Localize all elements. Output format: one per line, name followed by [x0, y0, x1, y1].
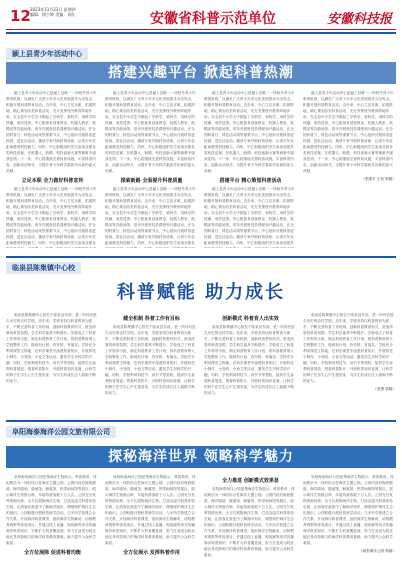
article-1-text-3: 颍上县青少年活动中心是颍上县唯一一所校外青少年教育机构，以满足广大青少年多元化发展需求为出发点，积极开展科普教育活动。近年来，中心立足本职，拓展阵地，精心策划各类科普活动，充分发挥校外教育阵地作用，在全县中小学生中掀起了学科学、爱科学、用科学的热潮，成效显著。中心配备有创客教室、机器人教室、航模室等功能场馆，常年开展科技类课程和兴趣活动。在全国科普日、科技活动周等重要节点，中心组织开展科普进校园、进社区活动，邀请专家开展科普讲座，让青少年近距离感受科技魅力。同时，中心积极组织学生参加各级各类科技竞赛，在机器人、航模、科技创新大赛等赛事中屡获佳绩。下一步，中心将继续完善科普设施，丰富科普内容，创新活动形式，为提升青少年科学素质作出新的更大贡献。	[105, 91, 196, 173]
article-3-title: 探秘海洋世界 领略科学魅力	[6, 446, 396, 468]
article-1-subhead-3: 搭建平台 精心策划科普活动	[219, 178, 282, 184]
date-line	[30, 7, 110, 17]
article-1-title: 搭建兴趣平台 掀起科普热潮	[6, 62, 396, 84]
article-1-signature: （张继平 王松 供稿）	[361, 177, 396, 181]
section-title: 安徽省科普示范单位	[150, 11, 276, 27]
article-2-text-1: 临泉县陈集镇中心校位于临泉县东部，是一所具有悠久历史的农村学校。近年来，学校坚持以科普教育为抓手，不断完善科普工作机制，创新科普教育形式，营造浓厚的科普氛围，学生科学素养不断提升。学校成立了科普工作领导小组，制定科普教育工作计划，将科普教育纳入学校整体工作，做到有计划、有安排、有落实。学校充分利用课堂主阵地，在科学课堂中渗透科普知识，开展科技小制作、小发明、小论文等活动，激发学生对科学的兴趣。同时，学校利用科技节、读书节等契机，组织学生参观科普展览，观看科普影片，开展科普知识竞赛，让科学的种子在学生心中生根发芽，为学生的成长注入源源不断的动力。	[6, 313, 97, 383]
article-2-body	[6, 312, 396, 416]
article-1-text-1: 颍上县青少年活动中心是颍上县唯一一所校外青少年教育机构，以满足广大青少年多元化发展需求为出发点，积极开展科普教育活动。近年来，中心立足本职，拓展阵地，精心策划各类科普活动，充分发挥校外教育阵地作用，在全县中小学生中掀起了学科学、爱科学、用科学的热潮，成效显著。中心配备有创客教室、机器人教室、航模室等功能场馆，常年开展科技类课程和兴趣活动。在全国科普日、科技活动周等重要节点，中心组织开展科普进校园、进社区活动，邀请专家开展科普讲座，让青少年近距离感受科技魅力。同时，中心积极组织学生参加各级各类科技竞赛，在机器人、航模、科技创新大赛等赛事中屡获佳绩。下一步，中心将继续完善科普设施，丰富科普内容，创新活动形式，为提升青少年科学素质作出新的更大贡献。	[6, 91, 97, 173]
article-1-tag: 颍上县青少年活动中心	[6, 48, 88, 60]
article-2-text-2: 临泉县陈集镇中心校位于临泉县东部，是一所具有悠久历史的农村学校。近年来，学校坚持以科普教育为抓手，不断完善科普工作机制，创新科普教育形式，营造浓厚的科普氛围，学生科学素养不断提升。学校成立了科普工作领导小组，制定科普教育工作计划，将科普教育纳入学校整体工作，做到有计划、有安排、有落实。学校充分利用课堂主阵地，在科学课堂中渗透科普知识，开展科技小制作、小发明、小论文等活动，激发学生对科学的兴趣。同时，学校利用科技节、读书节等契机，组织学生参观科普展览，观看科普影片，开展科普知识竞赛，让科学的种子在学生心中生根发芽，为学生的成长注入源源不断的动力。	[105, 325, 196, 395]
article-2-tag: 临泉县陈集镇中心校	[6, 262, 81, 274]
article-2-signature: （高勇 供稿）	[373, 387, 396, 391]
article-3-signature: （海泰海洋公园 供稿）	[358, 549, 396, 553]
section-rule	[6, 32, 396, 34]
issue-date: 2023年11月23日 星期四	[30, 7, 76, 12]
article-1-subhead-1: 立足本职 全力做好科普宣传	[21, 178, 84, 184]
article-2-subhead-2: 创新模式 科普育人出实效	[222, 316, 279, 322]
article-1-body	[6, 90, 396, 248]
article-2-text-3: 临泉县陈集镇中心校位于临泉县东部，是一所具有悠久历史的农村学校。近年来，学校坚持以科普教育为抓手，不断完善科普工作机制，创新科普教育形式，营造浓厚的科普氛围，学生科学素养不断提升。学校成立了科普工作领导小组，制定科普教育工作计划，将科普教育纳入学校整体工作，做到有计划、有安排、有落实。学校充分利用课堂主阵地，在科学课堂中渗透科普知识，开展科技小制作、小发明、小论文等活动，激发学生对科学的兴趣。同时，学校利用科技节、读书节等契机，组织学生参观科普展览，观看科普影片，开展科普知识竞赛，让科学的种子在学生心中生根发芽，为学生的成长注入源源不断的动力。	[204, 325, 295, 395]
newspaper-logo: 安徽科技报	[326, 12, 392, 27]
article-1-text-5: 颍上县青少年活动中心是颍上县唯一一所校外青少年教育机构，以满足广大青少年多元化发展需求为出发点，积极开展科普教育活动。近年来，中心立足本职，拓展阵地，精心策划各类科普活动，充分发挥校外教育阵地作用，在全县中小学生中掀起了学科学、爱科学、用科学的热潮，成效显著。中心配备有创客教室、机器人教室、航模室等功能场馆，常年开展科技类课程和兴趣活动。在全国科普日、科技活动周等重要节点，中心组织开展科普进校园、进社区活动，邀请专家开展科普讲座，让青少年近距离感受科技魅力。同时，中心积极组织学生参加各级各类科技竞赛，在机器人、航模、科技创新大赛等赛事中屡获佳绩。下一步，中心将继续完善科普设施，丰富科普内容，创新活动形式，为提升青少年科学素质作出新的更大贡献。	[204, 91, 295, 173]
article-1-subhead-2: 探索新路 全面提升科普质量	[120, 178, 183, 184]
article-3-text-3: 阜阳海泰海洋公园是集海洋生物展示、科普教育、休闲娱乐为一体的综合性海洋主题公园。公园内设有海底隧道、海洋剧场、极地馆、鲸鲨馆、热带雨林馆等展区，展示海洋生物数百种，年接待游客数十万人次。公园充分发挥资源优势，全方位展陈海洋生物，打造沉浸式科普体验空间，让游客在游览中了解海洋知识，增强保护海洋生态的意识。公园积极开展科普研学活动，与多所学校建立合作关系，开设海洋科普课堂，组织海洋生物解说、动物喂养观察等体验项目，并通过线上直播、短视频等形式传播海洋科普知识，不断扩大科普覆盖面，努力打造成为皖北地区具有影响力的海洋科普教育基地，助力提升公众科学素质。	[204, 487, 295, 557]
editor-credit: 编辑：徐小婷 美编：刘红	[30, 12, 76, 17]
article-3-subhead-2: 全方位展示 发挥科普作用	[123, 550, 180, 556]
section-rule	[6, 256, 396, 258]
page-number: 12	[10, 7, 31, 25]
article-3-body	[6, 474, 396, 572]
article-1-text-6: 颍上县青少年活动中心是颍上县唯一一所校外青少年教育机构，以满足广大青少年多元化发展需求为出发点，积极开展科普教育活动。近年来，中心立足本职，拓展阵地，精心策划各类科普活动，充分发挥校外教育阵地作用，在全县中小学生中掀起了学科学、爱科学、用科学的热潮，成效显著。中心配备有创客教室、机器人教室、航模室等功能场馆，常年开展科技类课程和兴趣活动。在全国科普日、科技活动周等重要节点，中心组织开展科普进校园、进社区活动，邀请专家开展科普讲座，让青少年近距离感受科技魅力。同时，中心积极组织学生参加各级各	[204, 187, 295, 245]
article-1-text-7: 颍上县青少年活动中心是颍上县唯一一所校外青少年教育机构，以满足广大青少年多元化发展需求为出发点，积极开展科普教育活动。近年来，中心立足本职，拓展阵地，精心策划各类科普活动，充分发挥校外教育阵地作用，在全县中小学生中掀起了学科学、爱科学、用科学的热潮，成效显著。中心配备有创客教室、机器人教室、航模室等功能场馆，常年开展科技类课程和兴趣活动。在全国科普日、科技活动周等重要节点，中心组织开展科普进校园、进社区活动，邀请专家开展科普讲座，让青少年近距离感受科技魅力。同时，中心积极组织学生参加各级各类科技竞赛，在机器人、航模、科技创新大赛等赛事中屡获佳绩。下一步，中心将继续完善科普设施，丰富科普内容，创新活动形式，为提升青少年科学素质作出新的更大贡献。	[303, 91, 394, 173]
masthead	[6, 2, 396, 30]
article-3-text-4: 阜阳海泰海洋公园是集海洋生物展示、科普教育、休闲娱乐为一体的综合性海洋主题公园。公园内设有海底隧道、海洋剧场、极地馆、鲸鲨馆、热带雨林馆等展区，展示海洋生物数百种，年接待游客数十万人次。公园充分发挥资源优势，全方位展陈海洋生物，打造沉浸式科普体验空间，让游客在游览中了解海洋知识，增强保护海洋生态的意识。公园积极开展科普研学活动，与多所学校建立合作关系，开设海洋科普课堂，组织海洋生物解说、动物喂养观察等体验项目，并通过线上直播、短视频等形式传播海洋科普知识，不断扩大科普覆盖面，努力打造成为皖北地区具有影响力的海洋科普教育基地，助力提升公众科学素质。	[303, 475, 394, 545]
article-3-tag: 阜阳海泰海洋公园文旅有限公司	[6, 426, 116, 438]
article-2-title: 科普赋能 助力成长	[116, 282, 286, 303]
article-3-subhead-1: 全方位展陈 促进科普均衡	[24, 550, 81, 556]
section-rule	[6, 420, 396, 422]
article-3-subhead-3: 全力推进 创新模式效果显	[222, 478, 279, 484]
article-3-text-1: 阜阳海泰海洋公园是集海洋生物展示、科普教育、休闲娱乐为一体的综合性海洋主题公园。公园内设有海底隧道、海洋剧场、极地馆、鲸鲨馆、热带雨林馆等展区，展示海洋生物数百种，年接待游客数十万人次。公园充分发挥资源优势，全方位展陈海洋生物，打造沉浸式科普体验空间，让游客在游览中了解海洋知识，增强保护海洋生态的意识。公园积极开展科普研学活动，与多所学校建立合作关系，开设海洋科普课堂，组织海洋生物解说、动物喂养观察等体验项目，并通过线上直播、短视频等形式传播海洋科普知识，不断扩大科普覆盖面，努力打造成为皖北地区具有影响力的海洋科普教育基地，助力提升公众科学素质。	[6, 475, 97, 545]
article-2-subhead-1: 健全机制 科普工作有目标	[123, 316, 180, 322]
article-1-text-4: 颍上县青少年活动中心是颍上县唯一一所校外青少年教育机构，以满足广大青少年多元化发展需求为出发点，积极开展科普教育活动。近年来，中心立足本职，拓展阵地，精心策划各类科普活动，充分发挥校外教育阵地作用，在全县中小学生中掀起了学科学、爱科学、用科学的热潮，成效显著。中心配备有创客教室、机器人教室、航模室等功能场馆，常年开展科技类课程和兴趣活动。在全国科普日、科技活动周等重要节点，中心组织开展科普进校园、进社区活动，邀请专家开展科普讲座，让青少年近距离感受科技魅力。同时，中心积极组织学生参加各级各	[105, 187, 196, 245]
article-2-text-4: 临泉县陈集镇中心校位于临泉县东部，是一所具有悠久历史的农村学校。近年来，学校坚持以科普教育为抓手，不断完善科普工作机制，创新科普教育形式，营造浓厚的科普氛围，学生科学素养不断提升。学校成立了科普工作领导小组，制定科普教育工作计划，将科普教育纳入学校整体工作，做到有计划、有安排、有落实。学校充分利用课堂主阵地，在科学课堂中渗透科普知识，开展科技小制作、小发明、小论文等活动，激发学生对科学的兴趣。同时，学校利用科技节、读书节等契机，组织学生参观科普展览，观看科普影片，开展科普知识竞赛，让科学的种子在学生心中生根发芽，为学生的成长注入源源不断的动力。	[303, 313, 394, 383]
article-3-text-2: 阜阳海泰海洋公园是集海洋生物展示、科普教育、休闲娱乐为一体的综合性海洋主题公园。公园内设有海底隧道、海洋剧场、极地馆、鲸鲨馆、热带雨林馆等展区，展示海洋生物数百种，年接待游客数十万人次。公园充分发挥资源优势，全方位展陈海洋生物，打造沉浸式科普体验空间，让游客在游览中了解海洋知识，增强保护海洋生态的意识。公园积极开展科普研学活动，与多所学校建立合作关系，开设海洋科普课堂，组织海洋生物解说、动物喂养观察等体验项目，并通过线上直播、短视频等形式传播海洋科普知识，不断扩大科普覆盖面，努力打造成为皖北地区具有影响力的海洋科普教育基地，助力提升公众科学素质。	[105, 475, 196, 545]
article-1-text-2: 颍上县青少年活动中心是颍上县唯一一所校外青少年教育机构，以满足广大青少年多元化发展需求为出发点，积极开展科普教育活动。近年来，中心立足本职，拓展阵地，精心策划各类科普活动，充分发挥校外教育阵地作用，在全县中小学生中掀起了学科学、爱科学、用科学的热潮，成效显著。中心配备有创客教室、机器人教室、航模室等功能场馆，常年开展科技类课程和兴趣活动。在全国科普日、科技活动周等重要节点，中心组织开展科普进校园、进社区活动，邀请专家开展科普讲座，让青少年近距离感受科技魅力。同时，中心积极组织学生参加各级各	[6, 187, 97, 245]
